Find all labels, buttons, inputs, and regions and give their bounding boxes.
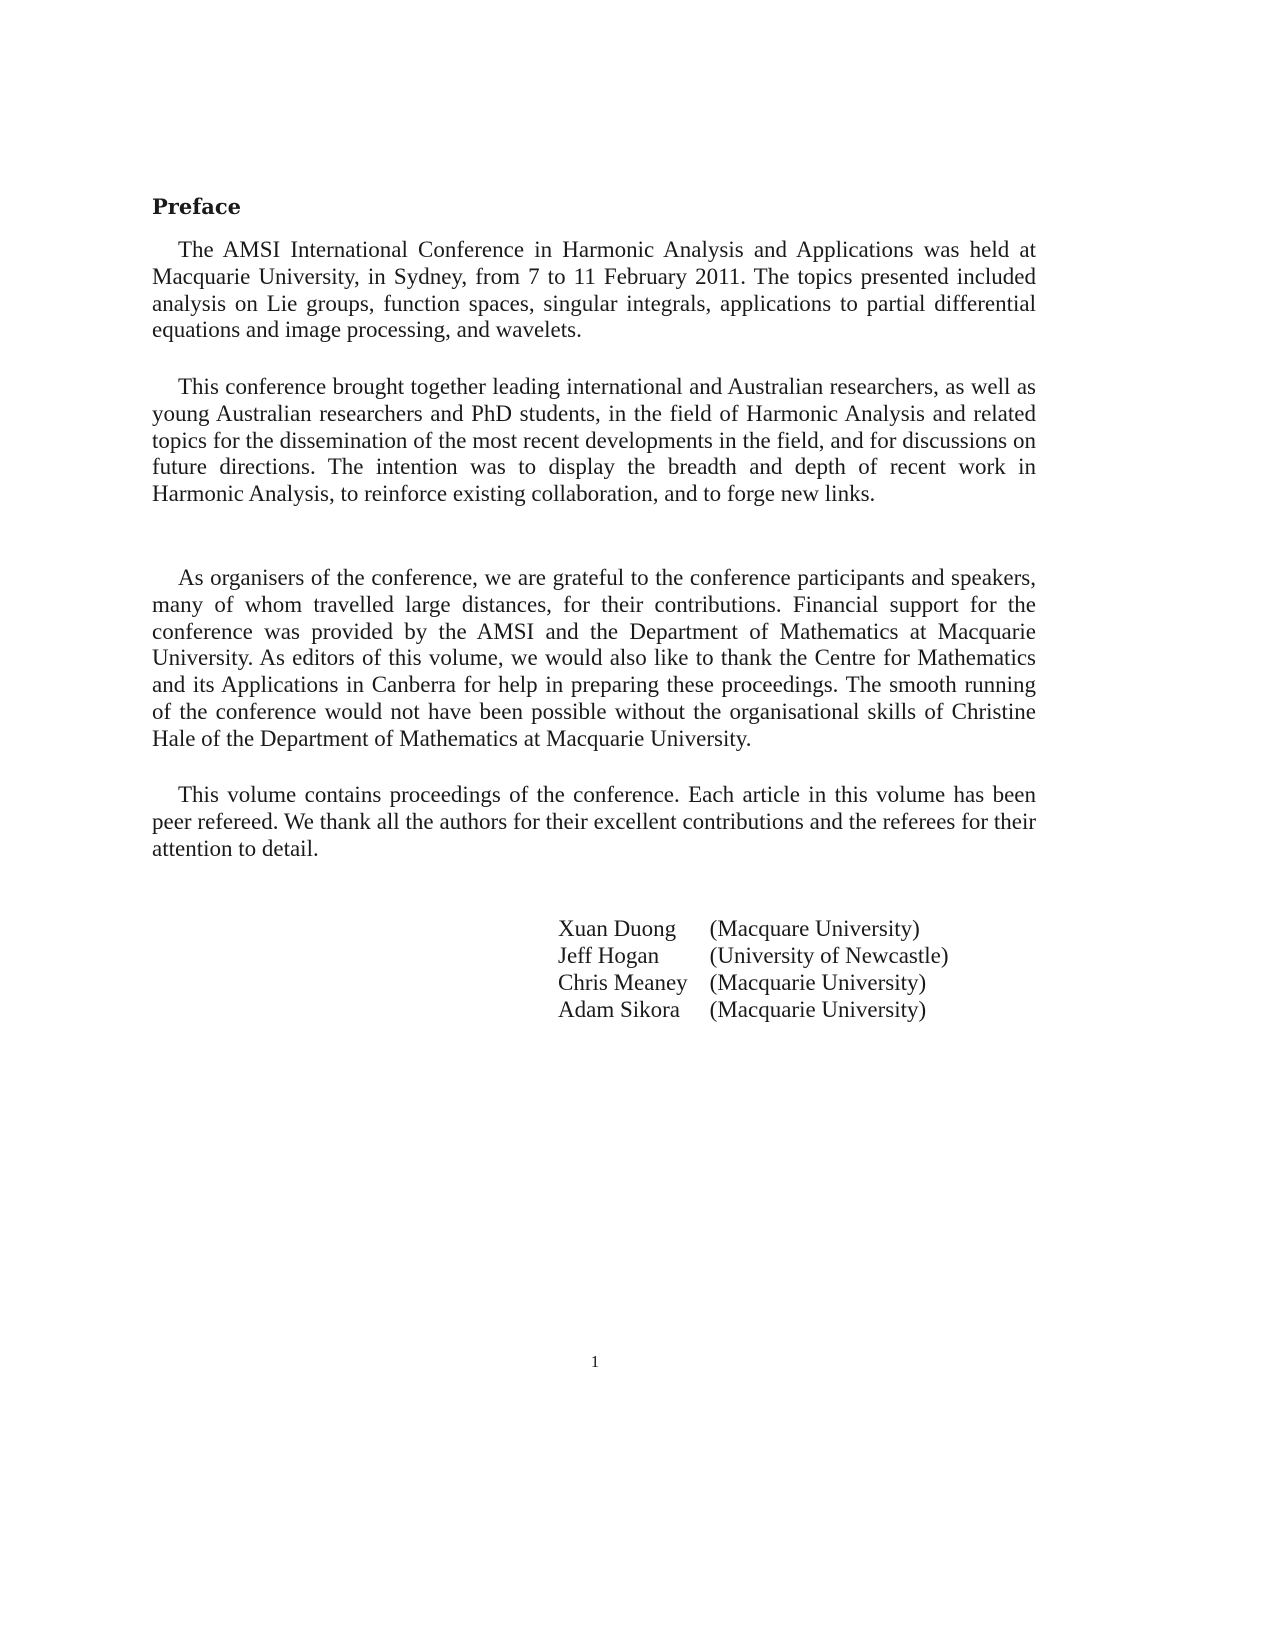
editor-row — [558, 942, 949, 969]
editor-name: Xuan Duong — [558, 916, 677, 941]
editor-affiliation: (Macquarie University) — [709, 997, 927, 1022]
editor-row — [558, 996, 949, 1023]
editor-affiliation: (University of Newcastle) — [709, 943, 949, 968]
paragraph-conference-purpose: This conference brought together leading international and Australian researchers, as well as young Australian researchers and PhD students, in the field of Harmonic Analysis and related topics for the dissemination of the most recent developments in the field, and for discussions on future directions. The intention was to display the breadth and depth of recent work in Harmonic Analysis, to reinforce existing collaboration, and to forge new links. — [152, 374, 1036, 507]
editor-affiliation: (Macquarie University) — [709, 970, 927, 995]
editor-affiliation: (Macquare University) — [709, 916, 920, 941]
editor-name: Chris Meaney — [558, 970, 688, 995]
paragraph-volume-contents: This volume contains proceedings of the conference. Each article in this volume has been peer refereed. We thank all the authors for their excellent contributions and the referees for their attention to detail. — [152, 782, 1036, 861]
page-number: 1 — [590, 1352, 600, 1371]
paragraph-conference-overview: The AMSI International Conference in Harmonic Analysis and Applications was held at Macquarie University, in Sydney, from 7 to 11 February 2011. The topics presented included analysis on Lie groups, function spaces, singular integrals, applications to partial differential equations and image processing, and wavelets. — [152, 237, 1036, 343]
editor-row — [558, 969, 949, 996]
editor-name: Adam Sikora — [558, 997, 681, 1022]
editors-list — [558, 915, 949, 1023]
preface-heading: Preface — [152, 194, 242, 219]
paragraph-acknowledgements: As organisers of the conference, we are grateful to the conference participants and speakers, many of whom travelled large distances, for their contributions. Financial support for the conference was provided by the AMSI and the Department of Mathematics at Macquarie University. As editors of this volume, we would also like to thank the Centre for Mathematics and its Applications in Canberra for help in preparing these proceedings. The smooth running of the conference would not have been possible without the organisational skills of Christine Hale of the Department of Mathematics at Macquarie University. — [152, 565, 1036, 751]
editor-row — [558, 915, 949, 942]
editor-name: Jeff Hogan — [558, 943, 660, 968]
